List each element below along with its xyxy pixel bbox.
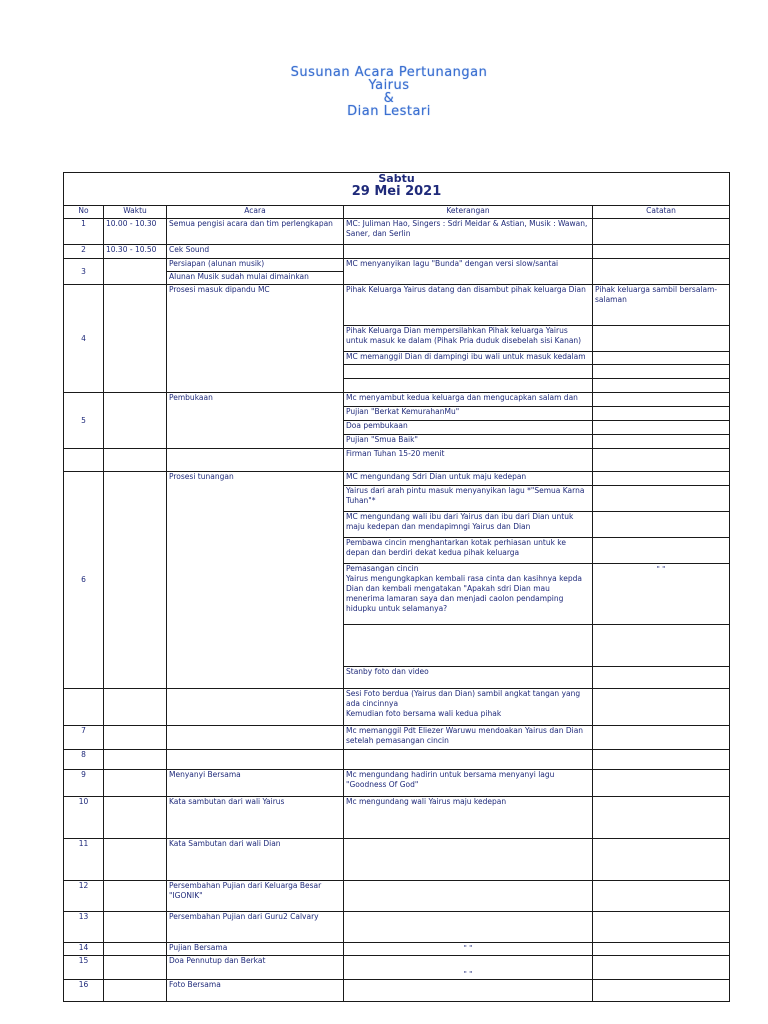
- row-catatan: [593, 881, 730, 912]
- row-keterangan: [344, 564, 593, 625]
- row-keterangan: Mc mengundang wali Yairus maju kedepan: [344, 797, 593, 839]
- row-no: 6: [64, 472, 104, 689]
- row-acara: [167, 689, 344, 726]
- row-no: 15: [64, 956, 104, 980]
- row-waktu: [104, 956, 167, 980]
- row-catatan: [593, 625, 730, 667]
- row-keterangan: Pembawa cincin menghantarkan kotak perhiasan untuk ke depan dan berdiri dekat kedua pihak keluarga: [344, 538, 593, 564]
- row-waktu: [104, 912, 167, 943]
- header-waktu: Waktu: [104, 206, 167, 219]
- row-waktu: [104, 881, 167, 912]
- row-waktu: [104, 797, 167, 839]
- row-acara: Persembahan Pujian dari Keluarga Besar "IGONIK": [167, 881, 344, 912]
- row-keterangan: Mc memanggil Pdt Eliezer Waruwu mendoakan Yairus dan Dian setelah pemasangan cincin: [344, 726, 593, 750]
- row-catatan: [593, 797, 730, 839]
- keterangan-line: Sesi Foto berdua (Yairus dan Dian) sambil angkat tangan yang ada cincinnya: [346, 689, 581, 708]
- row-keterangan: Pihak Keluarga Yairus datang dan disambut pihak keluarga Dian: [344, 285, 593, 326]
- title-line-1: Susunan Acara Pertunangan: [290, 65, 488, 80]
- row-catatan: [593, 486, 730, 512]
- title-line-2: Yairus: [368, 78, 410, 93]
- row-acara: Prosesi masuk dipandu MC: [167, 285, 344, 393]
- table-row: [64, 726, 730, 750]
- row-keterangan: " ": [344, 956, 593, 980]
- row-no: 4: [64, 285, 104, 393]
- row-keterangan: [344, 689, 593, 726]
- row-keterangan: [344, 980, 593, 1002]
- row-acara: Alunan Musik sudah mulai dimainkan: [167, 272, 344, 285]
- row-keterangan: Stanby foto dan video: [344, 667, 593, 689]
- header-catatan: Catatan: [593, 206, 730, 219]
- row-acara: Persembahan Pujian dari Guru2 Calvary: [167, 912, 344, 943]
- row-no: 14: [64, 943, 104, 956]
- date-label: 29 Mei 2021: [351, 184, 442, 199]
- row-catatan: [593, 750, 730, 770]
- table-row: [64, 750, 730, 770]
- row-catatan: [593, 352, 730, 365]
- row-no: [64, 449, 104, 472]
- title-line-4: Dian Lestari: [347, 104, 431, 119]
- row-no: 12: [64, 881, 104, 912]
- table-row: [64, 472, 730, 486]
- row-acara: Pujian Bersama: [167, 943, 344, 956]
- document-title: [0, 66, 768, 118]
- row-waktu: [104, 393, 167, 449]
- row-no: 1: [64, 219, 104, 245]
- table-row: [64, 245, 730, 259]
- row-catatan: [593, 667, 730, 689]
- row-keterangan: [344, 839, 593, 881]
- row-no: 8: [64, 750, 104, 770]
- row-catatan: [593, 512, 730, 538]
- row-catatan: [593, 245, 730, 259]
- table-row: [64, 980, 730, 1002]
- row-no: 3: [64, 259, 104, 285]
- row-acara: Cek Sound: [167, 245, 344, 259]
- row-catatan: [593, 839, 730, 881]
- row-catatan: [593, 379, 730, 393]
- row-catatan: [593, 421, 730, 435]
- row-keterangan: Pujian "Berkat KemurahanMu": [344, 407, 593, 421]
- row-waktu: [104, 980, 167, 1002]
- row-catatan: [593, 259, 730, 285]
- row-catatan: [593, 980, 730, 1002]
- row-keterangan: MC mengundang Sdri Dian untuk maju kedepan: [344, 472, 593, 486]
- row-catatan: [593, 365, 730, 379]
- table-row: [64, 943, 730, 956]
- row-keterangan: MC mengundang wali ibu dari Yairus dan ibu dari Dian untuk maju kedepan dan mendapimngi Yairus dan Dian: [344, 512, 593, 538]
- table-row: [64, 219, 730, 245]
- row-keterangan: " ": [344, 943, 593, 956]
- row-acara: [167, 750, 344, 770]
- row-no: [64, 689, 104, 726]
- row-keterangan: Pihak Keluarga Dian mempersilahkan Pihak keluarga Yairus untuk masuk ke dalam (Pihak Pria duduk disebelah sisi Kanan): [344, 326, 593, 352]
- row-catatan: [593, 912, 730, 943]
- row-keterangan: [344, 379, 593, 393]
- title-line-3: &: [383, 91, 395, 106]
- keterangan-line: Yairus mengungkapkan kembali rasa cinta dan kasihnya kepda Dian dan kembali mengatakan "Apakah sdri Dian mau menerima lamaran saya dan menjadi caolon pendamping hidupku untuk selamanya?: [346, 574, 582, 613]
- column-header-row: [64, 206, 730, 219]
- keterangan-line: Pemasangan cincin: [346, 564, 419, 573]
- row-catatan: [593, 726, 730, 750]
- row-keterangan: Pujian "Smua Baik": [344, 435, 593, 449]
- table-row: [64, 956, 730, 980]
- row-keterangan: [344, 245, 593, 259]
- row-no: 16: [64, 980, 104, 1002]
- table-date-header: [64, 173, 730, 206]
- row-catatan: " ": [593, 564, 730, 625]
- row-catatan: [593, 449, 730, 472]
- row-no: 7: [64, 726, 104, 750]
- row-catatan: [593, 393, 730, 407]
- row-catatan: Pihak keluarga sambil bersalam-salaman: [593, 285, 730, 326]
- table-row: [64, 770, 730, 797]
- row-catatan: [593, 689, 730, 726]
- row-catatan: [593, 538, 730, 564]
- row-acara: Semua pengisi acara dan tim perlengkapan: [167, 219, 344, 245]
- row-no: 9: [64, 770, 104, 797]
- row-waktu: [104, 750, 167, 770]
- day-label: Sabtu: [378, 172, 415, 185]
- row-acara: Foto Bersama: [167, 980, 344, 1002]
- row-no: 10: [64, 797, 104, 839]
- row-keterangan: [344, 625, 593, 667]
- table-row: [64, 393, 730, 407]
- row-acara: [167, 449, 344, 472]
- row-catatan: [593, 435, 730, 449]
- row-catatan: [593, 326, 730, 352]
- table-row: [64, 839, 730, 881]
- row-acara: [167, 726, 344, 750]
- keterangan-line: Kemudian foto bersama wali kedua pihak: [346, 709, 502, 718]
- row-keterangan: [344, 750, 593, 770]
- row-no: 11: [64, 839, 104, 881]
- row-keterangan: [344, 365, 593, 379]
- row-waktu: [104, 770, 167, 797]
- row-no: 5: [64, 393, 104, 449]
- row-acara: Pembukaan: [167, 393, 344, 449]
- header-keterangan: Keterangan: [344, 206, 593, 219]
- header-no: No: [64, 206, 104, 219]
- table-row: [64, 689, 730, 726]
- row-waktu: 10.30 - 10.50: [104, 245, 167, 259]
- row-waktu: [104, 285, 167, 393]
- header-acara: Acara: [167, 206, 344, 219]
- row-no: 13: [64, 912, 104, 943]
- row-keterangan: MC menyanyikan lagu "Bunda" dengan versi slow/santai: [344, 259, 593, 285]
- row-waktu: [104, 449, 167, 472]
- table-row: [64, 881, 730, 912]
- row-acara: Kata sambutan dari wali Yairus: [167, 797, 344, 839]
- row-acara: Prosesi tunangan: [167, 472, 344, 689]
- row-catatan: [593, 472, 730, 486]
- row-no: 2: [64, 245, 104, 259]
- row-waktu: [104, 472, 167, 689]
- row-acara: Doa Pennutup dan Berkat: [167, 956, 344, 980]
- row-keterangan: Mc menyambut kedua keluarga dan mengucapkan salam dan: [344, 393, 593, 407]
- table-row: [64, 285, 730, 326]
- row-keterangan: MC memanggil Dian di dampingi ibu wali untuk masuk kedalam: [344, 352, 593, 365]
- row-keterangan: Doa pembukaan: [344, 421, 593, 435]
- row-keterangan: [344, 912, 593, 943]
- row-waktu: [104, 839, 167, 881]
- row-catatan: [593, 943, 730, 956]
- row-catatan: [593, 956, 730, 980]
- row-catatan: [593, 770, 730, 797]
- row-waktu: [104, 726, 167, 750]
- table-row: [64, 912, 730, 943]
- row-catatan: [593, 219, 730, 245]
- row-keterangan: MC: Juliman Hao, Singers : Sdri Meidar & Astian, Musik : Wawan, Saner, dan Serlin: [344, 219, 593, 245]
- row-keterangan: Firman Tuhan 15-20 menit: [344, 449, 593, 472]
- row-keterangan: Mc mengundang hadirin untuk bersama menyanyi lagu "Goodness Of God": [344, 770, 593, 797]
- table-row: [64, 259, 730, 272]
- row-acara: Persiapan (alunan musik): [167, 259, 344, 272]
- row-catatan: [593, 407, 730, 421]
- table-row: [64, 797, 730, 839]
- agenda-table: [63, 172, 730, 1002]
- row-acara: Kata Sambutan dari wali Dian: [167, 839, 344, 881]
- row-keterangan: [344, 881, 593, 912]
- row-waktu: [104, 259, 167, 285]
- row-waktu: 10.00 - 10.30: [104, 219, 167, 245]
- row-keterangan: Yairus dari arah pintu masuk menyanyikan lagu *"Semua Karna Tuhan"*: [344, 486, 593, 512]
- row-waktu: [104, 689, 167, 726]
- row-waktu: [104, 943, 167, 956]
- row-acara: Menyanyi Bersama: [167, 770, 344, 797]
- table-row: [64, 449, 730, 472]
